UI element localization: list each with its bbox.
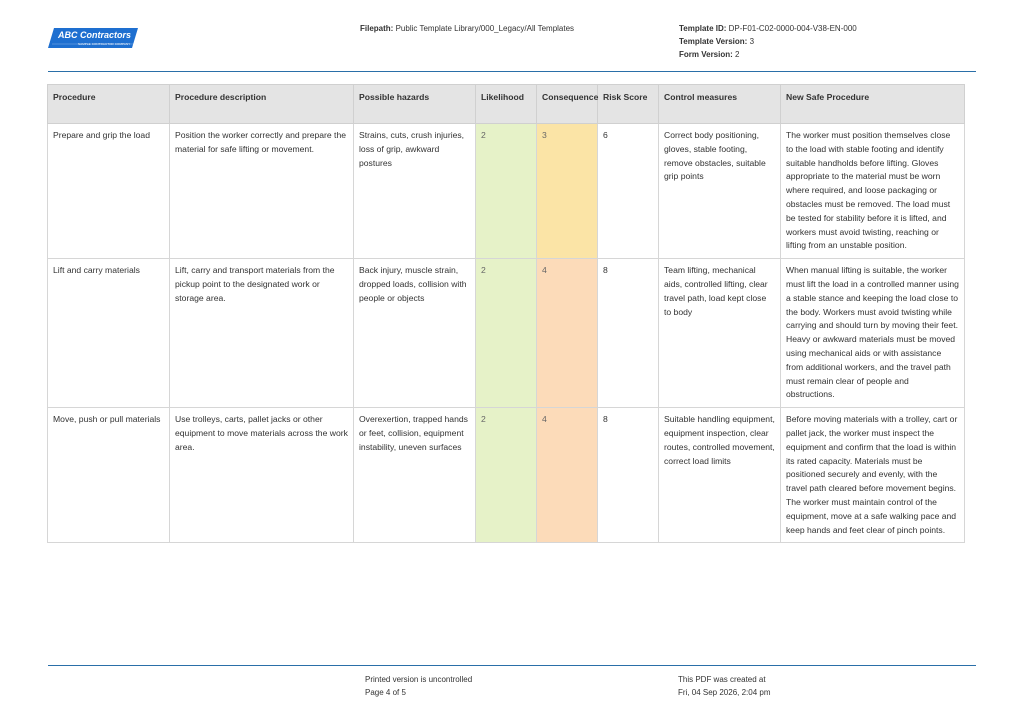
template-id-line [679, 22, 857, 35]
header-procedure: Procedure [48, 85, 170, 124]
uncontrolled-notice: Printed version is uncontrolled [365, 675, 473, 684]
header-consequence: Consequence [537, 85, 598, 124]
template-version-label: Template Version: [679, 37, 748, 46]
template-meta [679, 22, 857, 61]
cell-likelihood: 2 [476, 124, 537, 259]
footer-right [678, 673, 771, 699]
header-new-procedure: New Safe Procedure [781, 85, 965, 124]
table-row [48, 124, 965, 259]
page-number: Page 4 of 5 [365, 688, 406, 697]
cell-procedure: Prepare and grip the load [48, 124, 170, 259]
created-timestamp: Fri, 04 Sep 2026, 2:04 pm [678, 688, 771, 697]
cell-new-procedure: Before moving materials with a trolley, cart or pallet jack, the worker must inspect the equipment and confirm that the load is within its rated capacity. Materials must be positioned securely and evenly, with the travel path cleared before movement begins. The worker must maintain control of the equipment, move at a safe walking pace and keep hands and feet clear of pinch points. [781, 408, 965, 543]
header-hazards: Possible hazards [354, 85, 476, 124]
header-controls: Control measures [659, 85, 781, 124]
table-row [48, 408, 965, 543]
cell-procedure: Move, push or pull materials [48, 408, 170, 543]
cell-new-procedure: The worker must position themselves close to the load with stable footing and identify suitable handholds before lifting. Gloves appropriate to the material must be worn where required, and loose packaging or obstacles must be removed. The load must be tested for stability before it is lifted, and workers must avoid twisting, reaching or lifting from an unstable position. [781, 124, 965, 259]
cell-hazards: Overexertion, trapped hands or feet, collision, equipment instability, uneven surfaces [354, 408, 476, 543]
form-version-value: 2 [735, 50, 740, 59]
header-divider [48, 71, 976, 72]
created-label: This PDF was created at [678, 675, 766, 684]
filepath-line [360, 22, 574, 35]
cell-consequence: 4 [537, 408, 598, 543]
template-version-value: 3 [749, 37, 755, 46]
table-header-row [48, 85, 965, 124]
filepath-value: Public Template Library/000_Legacy/All Templates [395, 24, 575, 33]
cell-controls: Suitable handling equipment, equipment inspection, clear routes, controlled movement, correct load limits [659, 408, 781, 543]
cell-likelihood: 2 [476, 259, 537, 408]
cell-controls: Correct body positioning, gloves, stable footing, remove obstacles, suitable grip points [659, 124, 781, 259]
risk-assessment-table [47, 84, 965, 543]
cell-hazards: Strains, cuts, crush injuries, loss of grip, awkward postures [354, 124, 476, 259]
form-version-line [679, 48, 857, 61]
cell-risk-score: 8 [598, 259, 659, 408]
logo-tagline: SAMPLE CONTRACTOR COMPANY [78, 42, 131, 46]
company-logo [48, 27, 138, 49]
filepath-label: Filepath: [360, 24, 394, 33]
cell-likelihood: 2 [476, 408, 537, 543]
cell-new-procedure: When manual lifting is suitable, the worker must lift the load in a controlled manner using a stable stance and keeping the load close to the body. Workers must avoid twisting while carrying and should turn by moving their feet. Heavy or awkward materials must be moved using mechanical aids or with assistance from additional workers, and the travel path must remain clear of people and obstructions. [781, 259, 965, 408]
cell-controls: Team lifting, mechanical aids, controlled lifting, clear travel path, load kept close to body [659, 259, 781, 408]
cell-risk-score: 8 [598, 408, 659, 543]
header-likelihood: Likelihood [476, 85, 537, 124]
cell-consequence: 4 [537, 259, 598, 408]
cell-description: Lift, carry and transport materials from the pickup point to the designated work or storage area. [170, 259, 354, 408]
footer-divider [48, 665, 976, 666]
template-version-line [679, 35, 857, 48]
form-version-label: Form Version: [679, 50, 733, 59]
cell-description: Position the worker correctly and prepare the material for safe lifting or movement. [170, 124, 354, 259]
footer-left [365, 673, 472, 699]
logo-name: ABC Contractors [58, 30, 132, 40]
cell-description: Use trolleys, carts, pallet jacks or other equipment to move materials across the work area. [170, 408, 354, 543]
cell-procedure: Lift and carry materials [48, 259, 170, 408]
table-row [48, 259, 965, 408]
header-risk-score: Risk Score [598, 85, 659, 124]
header-description: Procedure description [170, 85, 354, 124]
cell-consequence: 3 [537, 124, 598, 259]
template-id-value: DP-F01-C02-0000-004-V38-EN-000 [728, 24, 857, 33]
cell-risk-score: 6 [598, 124, 659, 259]
template-id-label: Template ID: [679, 24, 727, 33]
cell-hazards: Back injury, muscle strain, dropped loads, collision with people or objects [354, 259, 476, 408]
